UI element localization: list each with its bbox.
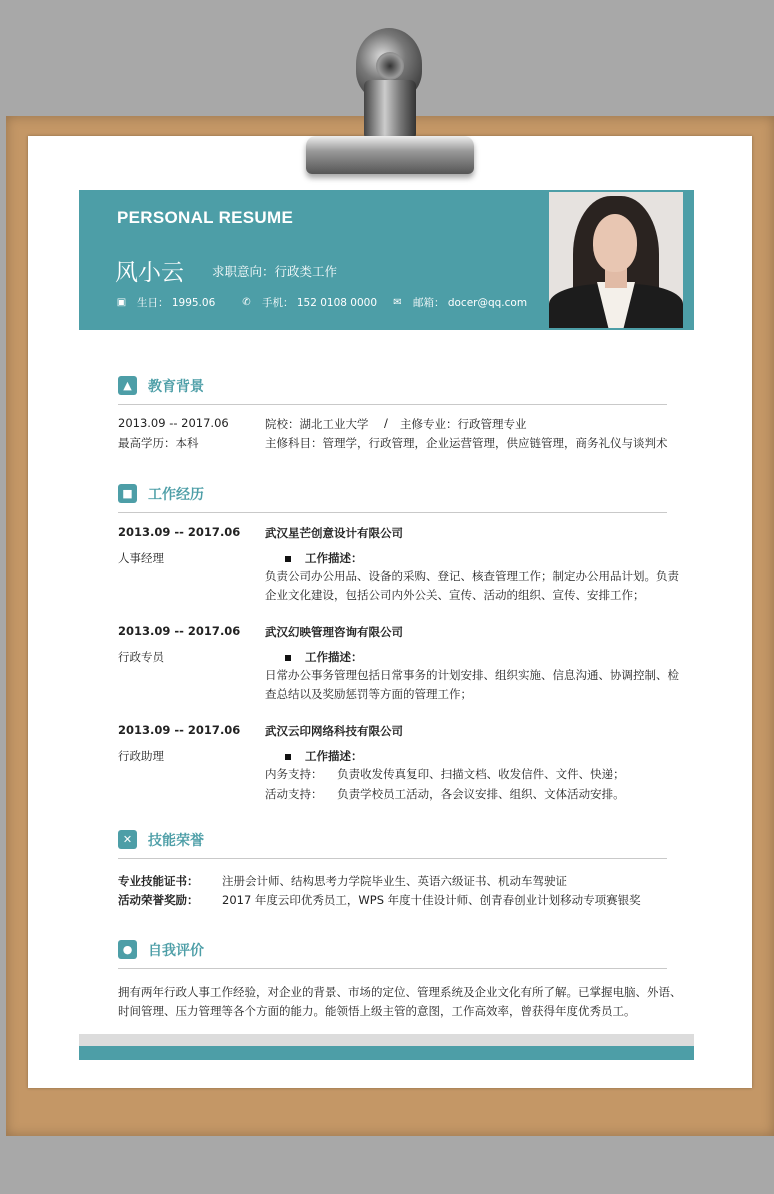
job-desc-label: 工作描述： [285,550,363,566]
birthday-text: 生日： 1995.06 [137,297,216,309]
clip-base [306,136,474,174]
job-desc-label: 工作描述： [285,748,363,764]
education-courses: 主修科目：管理学，行政管理，企业运营管理，供应链管理，商务礼仪与谈判术 [265,436,668,450]
mail-icon: ✉ [393,296,402,308]
job-desc-line: 查总结以及奖励惩罚等方面的管理工作； [265,687,472,701]
job-period: 2013.09 -- 2017.06 [118,624,241,638]
user-icon: ● [118,940,137,959]
job-company: 武汉星芒创意设计有限公司 [265,526,403,540]
job-desc-line: 内务支持： 负责收发传真复印、扫描文档、收发信件、文件、快递； [265,767,625,781]
candidate-name: 风小云 [115,260,184,286]
birthday-info [116,295,215,310]
job-desc-line: 日常办公事务管理包括日常事务的计划安排、组织实施、信息沟通、协调控制、检 [265,668,679,682]
work-section-header [118,482,667,513]
job-period: 2013.09 -- 2017.06 [118,525,241,539]
education-major: 主修专业：行政管理专业 [400,417,527,431]
self-title: 自我评价 [148,943,204,959]
education-school: 院校：湖北工业大学 [265,417,369,431]
tools-icon: ✕ [118,830,137,849]
calendar-icon: ▣ [116,296,127,308]
job-period: 2013.09 -- 2017.06 [118,723,241,737]
skills-section-header [118,828,667,859]
self-line: 拥有两年行政人事工作经验，对企业的背景、市场的定位、管理系统及企业文化有所了解。已掌握电脑、外语、 [118,985,682,999]
job-desc-line: 负责公司办公用品、设备的采购、登记、核查管理工作；制定办公用品计划。负责 [265,569,679,583]
phone-icon: ✆ [242,296,251,308]
job-desc-line: 企业文化建设，包括公司内外公关、宣传、活动的组织、宣传、安排工作； [265,588,645,602]
education-period: 2013.09 -- 2017.06 [118,416,229,430]
self-section-header [118,938,667,969]
graduation-cap-icon: ▲ [118,376,137,395]
self-line: 时间管理、压力管理等各个方面的能力。能领悟上级主管的意图，工作高效率，曾获得年度优秀员工。 [118,1004,636,1018]
bullet-icon [285,754,291,760]
footer-teal-bar [79,1046,694,1060]
job-role: 人事经理 [118,551,164,565]
clip-hole [376,52,404,80]
bullet-icon [285,655,291,661]
education-separator: / [384,416,388,430]
award-label: 活动荣誉奖励： [118,893,199,907]
job-desc-label: 工作描述： [285,649,363,665]
cert-label: 专业技能证书： [118,874,199,888]
email-info [392,295,527,310]
job-company: 武汉云印网络科技有限公司 [265,724,403,738]
job-role: 行政专员 [118,650,164,664]
work-title: 工作经历 [148,487,204,503]
clip-body [364,80,416,140]
education-title: 教育背景 [148,379,204,395]
education-section-header [118,374,667,405]
bullet-icon [285,556,291,562]
phone-text: 手机： 152 0108 0000 [262,297,377,309]
education-degree: 最高学历：本科 [118,436,199,450]
award-value: 2017 年度云印优秀员工，WPS 年度十佳设计师、创青春创业计划移动专项赛银奖 [222,893,641,907]
job-role: 行政助理 [118,749,164,763]
profile-photo [549,192,683,328]
email-text: 邮箱： docer@qq.com [413,297,528,309]
job-intent: 求职意向：行政类工作 [212,264,338,279]
skills-title: 技能荣誉 [148,833,204,849]
briefcase-icon: ■ [118,484,137,503]
phone-info [241,295,377,310]
job-desc-line: 活动支持： 负责学校员工活动，各会议安排、组织、文体活动安排。 [265,787,625,801]
cert-value: 注册会计师、结构思考力学院毕业生、英语六级证书、机动车驾驶证 [222,874,567,888]
resume-title: PERSONAL RESUME [117,208,294,227]
footer-grey-bar [79,1034,694,1046]
job-company: 武汉幻映管理咨询有限公司 [265,625,403,639]
